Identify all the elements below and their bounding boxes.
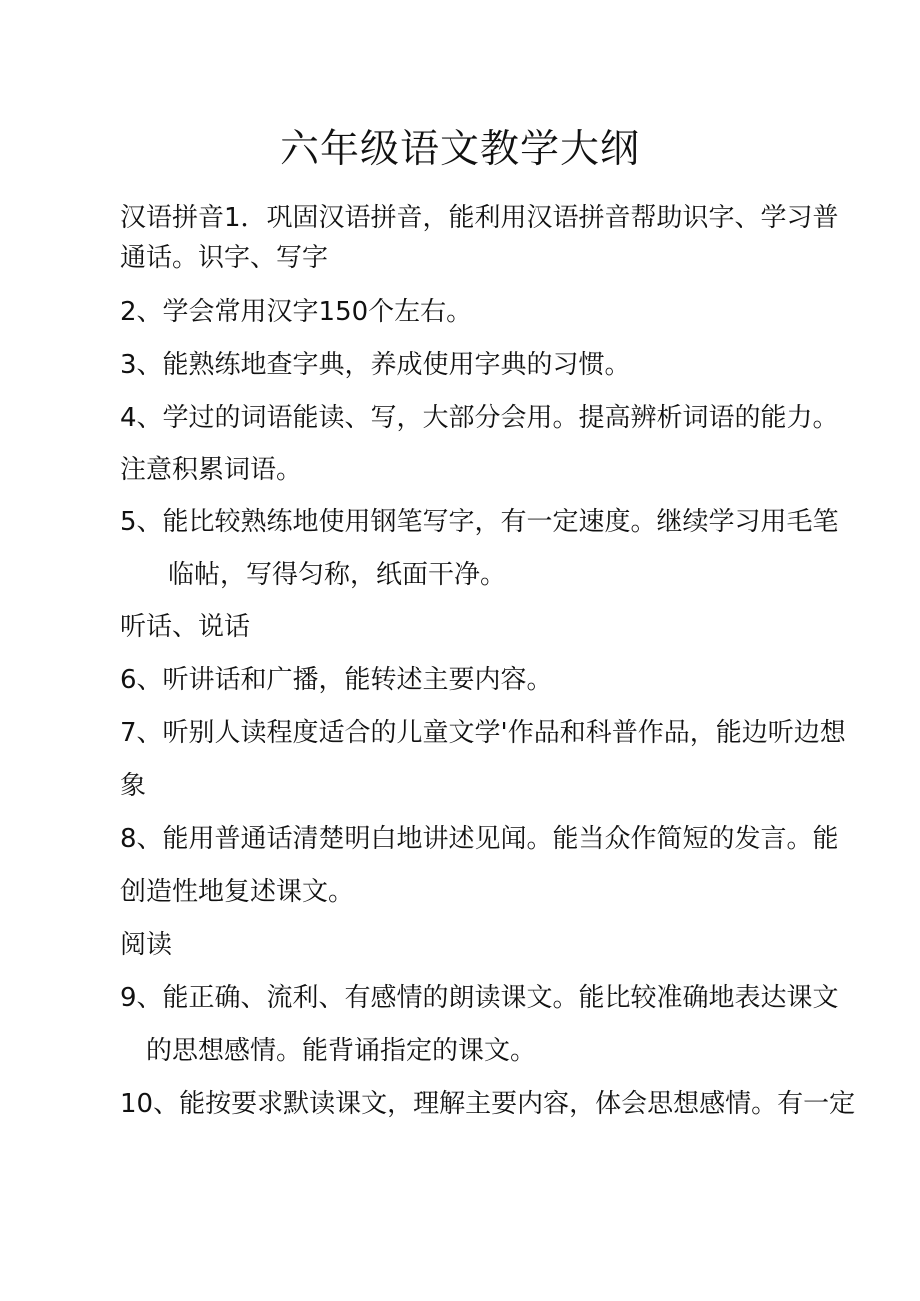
section-heading: 阅读 bbox=[120, 930, 173, 960]
text-line: 6、听讲话和广播，能转述主要内容。 bbox=[120, 665, 553, 695]
text-line: 4、学过的词语能读、写，大部分会用。提高辨析词语的能力。 bbox=[120, 403, 839, 433]
text-line: 的思想感情。能背诵指定的课文。 bbox=[146, 1036, 537, 1066]
text-line: 象 bbox=[120, 771, 147, 801]
text-line: 注意积累词语。 bbox=[120, 455, 303, 485]
text-line: 7、听别人读程度适合的儿童文学'作品和科普作品，能边听边想 bbox=[120, 718, 846, 748]
text-line: 10、能按要求默读课文，理解主要内容，体会思想感情。有一定 bbox=[120, 1089, 856, 1119]
text-line: 8、能用普通话清楚明白地讲述见闻。能当众作简短的发言。能 bbox=[120, 824, 839, 854]
document-title: 六年级语文教学大纲 bbox=[279, 127, 640, 172]
text-line: 汉语拼音1．巩固汉语拼音，能利用汉语拼音帮助识字、学习普 bbox=[120, 203, 839, 233]
text-line: 9、能正确、流利、有感情的朗读课文。能比较准确地表达课文 bbox=[120, 983, 839, 1013]
section-heading: 听话、说话 bbox=[120, 612, 251, 642]
text-line: 2、学会常用汉字150个左右。 bbox=[120, 297, 473, 327]
text-line: 临帖，写得匀称，纸面干净。 bbox=[168, 560, 507, 590]
text-line: 3、能熟练地查字典，养成使用字典的习惯。 bbox=[120, 350, 631, 380]
text-line: 5、能比较熟练地使用钢笔写字，有一定速度。继续学习用毛笔 bbox=[120, 507, 839, 537]
text-line: 创造性地复述课文。 bbox=[120, 877, 355, 907]
text-line: 通话。识字、写字 bbox=[120, 243, 329, 273]
